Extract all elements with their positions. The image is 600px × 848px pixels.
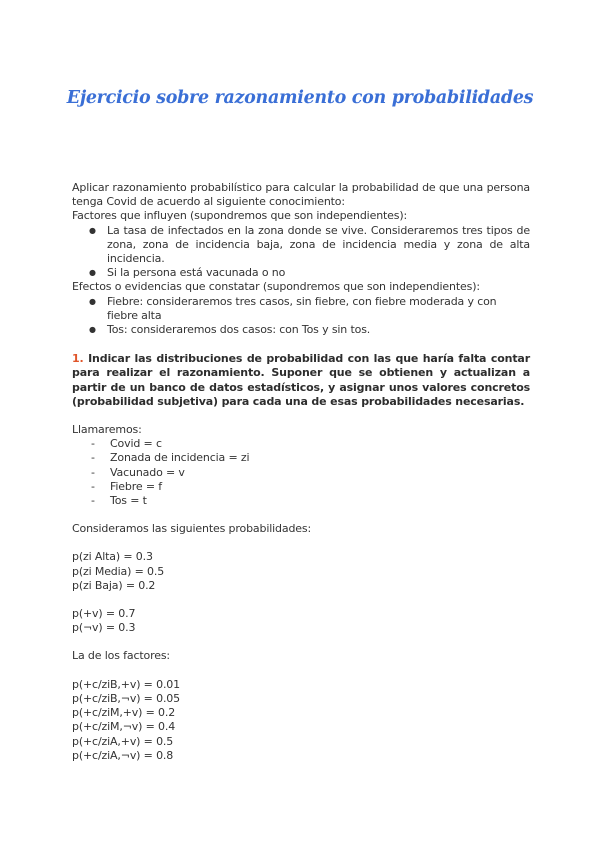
list-item: - Fiebre = f: [72, 480, 530, 494]
task-text: Indicar las distribuciones de probabilidad con las que haría falta contar para realizar el razonamiento. Suponer que se obtienen y actualizan a partir de un banco de datos estadísticos, y asignar unos valores concretos (probabilidad subjetiva) para cada una de esas probabilidades necesarias.: [72, 352, 530, 408]
list-item: - Zonada de incidencia = zi: [72, 451, 530, 465]
prob-line: p(+c/ziB,¬v) = 0.05: [72, 691, 180, 705]
prob-line: p(zi Alta) = 0.3: [72, 550, 153, 564]
naming-list: [72, 437, 530, 508]
list-item: ● La tasa de infectados en la zona donde se vive. Consideraremos tres tipos de zona, zona de incidencia baja, zona de incidencia media y zona de alta incidencia.: [72, 224, 530, 267]
zone-probabilities: [72, 550, 530, 593]
list-item: ● Tos: consideraremos dos casos: con Tos y sin tos.: [72, 323, 530, 337]
effects-heading: Efectos o evidencias que constatar (supondremos que son independientes):: [72, 280, 480, 294]
vaccination-probabilities: [72, 607, 530, 635]
prob-line: p(+c/ziM,+v) = 0.2: [72, 706, 176, 720]
prob-line: p(¬v) = 0.3: [72, 621, 136, 635]
probs-heading: Consideramos las siguientes probabilidades:: [72, 522, 312, 536]
factors-probs-heading: La de los factores:: [72, 649, 170, 663]
prob-line: p(+c/ziA,+v) = 0.5: [72, 734, 174, 748]
document-body: [72, 181, 530, 763]
page-title: Ejercicio sobre razonamiento con probabilidades: [66, 88, 534, 108]
task-paragraph: [72, 352, 530, 409]
task-number: 1.: [72, 352, 84, 366]
list-item: - Tos = t: [72, 494, 530, 508]
prob-line: p(zi Media) = 0.5: [72, 564, 165, 578]
list-item: ● Fiebre: consideraremos tres casos, sin fiebre, con fiebre moderada y con fiebre alta: [72, 295, 530, 323]
conditional-probabilities: [72, 678, 530, 763]
effects-list: [72, 295, 530, 338]
prob-line: p(zi Baja) = 0.2: [72, 578, 156, 592]
factors-heading: Factores que influyen (supondremos que son independientes):: [72, 209, 408, 223]
prob-line: p(+v) = 0.7: [72, 607, 136, 621]
naming-heading: Llamaremos:: [72, 423, 142, 437]
factors-list: [72, 224, 530, 281]
prob-line: p(+c/ziB,+v) = 0.01: [72, 677, 180, 691]
list-item: - Covid = c: [72, 437, 530, 451]
list-item: ● Si la persona está vacunada o no: [72, 266, 530, 280]
prob-line: p(+c/ziA,¬v) = 0.8: [72, 748, 174, 762]
intro-paragraph: Aplicar razonamiento probabilístico para calcular la probabilidad de que una persona tenga Covid de acuerdo al siguiente conocimiento:: [72, 181, 530, 209]
list-item: - Vacunado = v: [72, 466, 530, 480]
prob-line: p(+c/ziM,¬v) = 0.4: [72, 720, 176, 734]
